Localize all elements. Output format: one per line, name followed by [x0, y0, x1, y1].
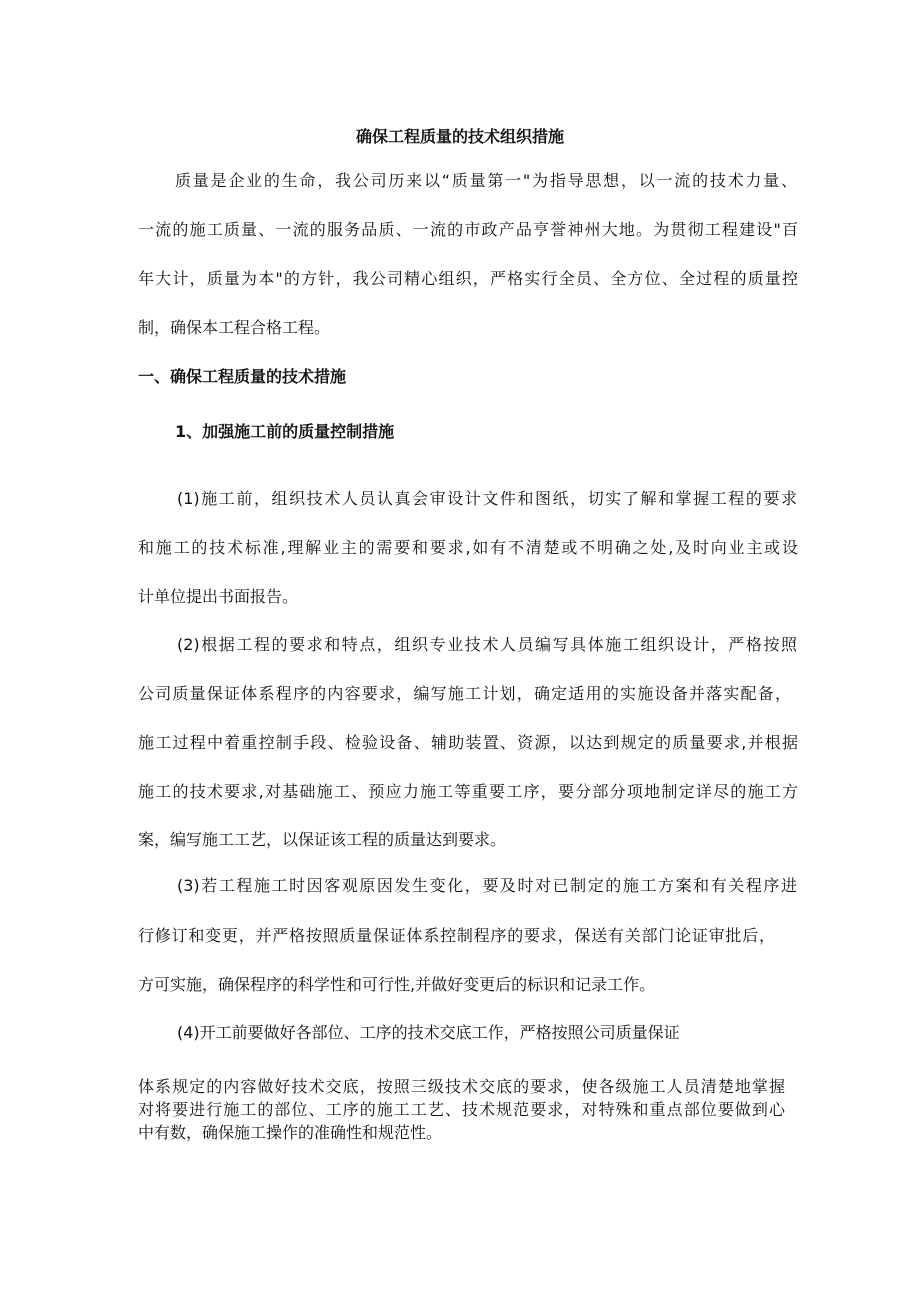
item1-line-2: 和施工的技术标准,理解业主的需要和要求,如有不清楚或不明确之处,及时向业主或设 — [138, 538, 798, 557]
item4-line-4: 中有数，确保施工操作的准确性和规范性。 — [138, 1123, 443, 1142]
item1-line-1: (1)施工前，组织技术人员认真会审设计文件和图纸，切实了解和掌握工程的要求 — [177, 489, 797, 508]
document-title: 确保工程质量的技术组织措施 — [355, 127, 564, 146]
item4-line-2: 体系规定的内容做好技术交底，按照三级技术交底的要求，使各级施工人员清楚地掌握 — [138, 1077, 785, 1096]
item2-line-4: 施工的技术要求,对基础施工、预应力施工等重要工序，要分部分项地制定详尽的施工方 — [138, 782, 798, 801]
intro-line-1: 质量是企业的生命，我公司历来以“质量第一"为指导思想，以一流的技术力量、 — [175, 171, 797, 190]
intro-line-3: 年大计，质量为本"的方针，我公司精心组织，严格实行全员、全方位、全过程的质量控 — [138, 269, 798, 288]
section-heading: 一、确保工程质量的技术措施 — [138, 367, 347, 386]
item3-line-3: 方可实施，确保程序的科学性和可行性,并做好变更后的标识和记录工作。 — [138, 975, 656, 994]
intro-line-4: 制，确保本工程合格工程。 — [138, 318, 331, 337]
item2-line-2: 公司质量保证体系程序的内容要求，编写施工计划，确定适用的实施设备并落实配备， — [138, 684, 791, 703]
item2-line-1: (2)根据工程的要求和特点，组织专业技术人员编写具体施工组织设计，严格按照 — [177, 635, 797, 654]
item2-line-3: 施工过程中着重控制手段、检验设备、辅助装置、资源，以达到规定的质量要求,并根据 — [138, 733, 798, 752]
item3-line-1: (3)若工程施工时因客观原因发生变化，要及时对已制定的施工方案和有关程序进 — [177, 876, 797, 895]
item3-line-2: 行修订和变更，并严格按照质量保证体系控制程序的要求，保送有关部门论证审批后， — [138, 926, 775, 945]
subsection-heading: 1、加强施工前的质量控制措施 — [175, 422, 395, 441]
item4-line-1: (4)开工前要做好各部位、工序的技术交底工作，严格按照公司质量保证 — [177, 1023, 680, 1042]
item4-line-3: 对将要进行施工的部位、工序的施工工艺、技术规范要求，对特殊和重点部位要做到心 — [138, 1100, 785, 1119]
item2-line-5: 案，编写施工工艺，以保证该工程的质量达到要求。 — [138, 830, 507, 849]
item1-line-3: 计单位提出书面报告。 — [138, 587, 299, 606]
intro-line-2: 一流的施工质量、一流的服务品质、一流的市政产品亨誉神州大地。为贯彻工程建设"百 — [138, 220, 798, 239]
